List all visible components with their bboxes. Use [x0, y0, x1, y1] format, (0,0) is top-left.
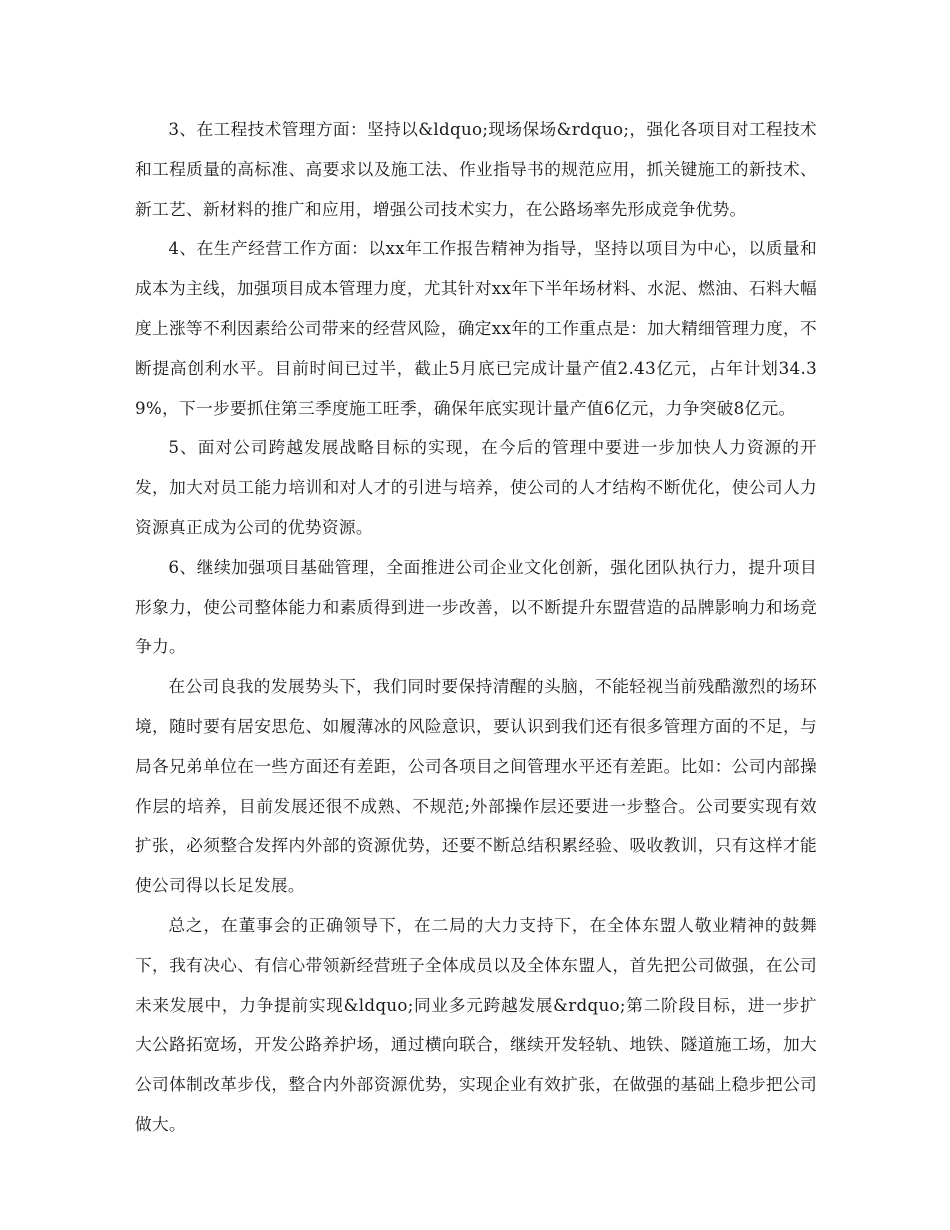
paragraph-risk-awareness: 在公司良我的发展势头下，我们同时要保持清醒的头脑，不能轻视当前残酷激烈的场环境，随时要有居安思危、如履薄冰的风险意识，要认识到我们还有很多管理方面的不足，与局各兄弟单位在一些方面还有差距，公司各项目之间管理水平还有差距。比如：公司内部操作层的培养，目前发展还很不成熟、不规范;外部操作层还要进一步整合。公司要实现有效扩张，必须整合发挥内外部的资源优势，还要不断总结积累经验、吸收教训，只有这样才能使公司得以长足发展。: [135, 676, 817, 896]
paragraph-conclusion: 总之，在董事会的正确领导下，在二局的大力支持下，在全体东盟人敬业精神的鼓舞下，我有决心、有信心带领新经营班子全体成员以及全体东盟人，首先把公司做强，在公司未来发展中，力争提前实现&ldquo;同业多元跨越发展&rdquo;第二阶段目标，进一步扩大公路拓宽场，开发公路养护场，通过横向联合，继续开发轻轨、地铁、隧道施工场，加大公司体制改革步伐，整合内外部资源优势，实现企业有效扩张，在做强的基础上稳步把公司做大。: [135, 914, 817, 1134]
paragraph-human-resources: 5、面对公司跨越发展战略目标的实现，在今后的管理中要进一步加快人力资源的开发，加大对员工能力培训和对人才的引进与培养，使公司的人才结构不断优化，使公司人力资源真正成为公司的优势资源。: [135, 437, 817, 537]
paragraph-engineering-technology: 3、在工程技术管理方面：坚持以&ldquo;现场保场&rdquo;，强化各项目对工程技术和工程质量的高标准、高要求以及施工法、作业指导书的规范应用，抓关键施工的新技术、新工艺、新材料的推广和应用，增强公司技术实力，在公路场率先形成竞争优势。: [135, 119, 817, 219]
paragraph-production-operations: 4、在生产经营工作方面：以xx年工作报告精神为指导，坚持以项目为中心，以质量和成本为主线，加强项目成本管理力度，尤其针对xx年下半年场材料、水泥、燃油、石料大幅度上涨等不利因素给公司带来的经营风险，确定xx年的工作重点是：加大精细管理力度，不断提高创利水平。目前时间已过半，截止5月底已完成计量产值2.43亿元，占年计划34.39%，下一步要抓住第三季度施工旺季，确保年底实现计量产值6亿元，力争突破8亿元。: [135, 238, 817, 418]
document-body: [135, 110, 817, 1145]
paragraph-project-management: 6、继续加强项目基础管理，全面推进公司企业文化创新，强化团队执行力，提升项目形象力，使公司整体能力和素质得到进一步改善，以不断提升东盟营造的品牌影响力和场竞争力。: [135, 556, 817, 657]
